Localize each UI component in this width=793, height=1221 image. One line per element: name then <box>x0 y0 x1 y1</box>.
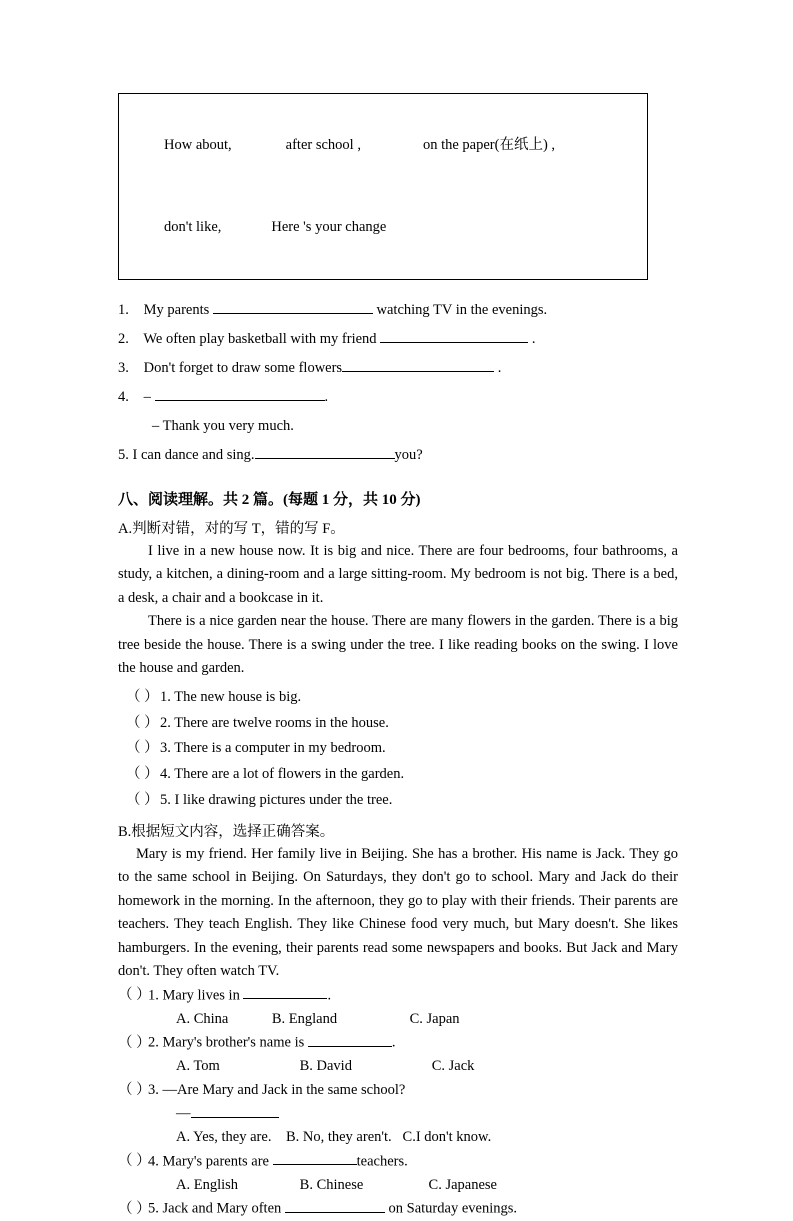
tf-question-text: 3. There is a computer in my bedroom. <box>160 740 386 757</box>
mc-question <box>118 1150 678 1197</box>
tf-question-text: 2. There are twelve rooms in the house. <box>160 714 389 731</box>
answer-paren[interactable]: （ ） <box>126 792 159 808</box>
mc-stem <box>118 984 678 1008</box>
mc-question <box>118 984 678 1031</box>
mc-options[interactable]: A. English B. Chinese C. Japanese <box>176 1176 497 1193</box>
tf-question-text: 4. There are a lot of flowers in the garden. <box>160 766 405 783</box>
word-bank-row-1 <box>135 104 633 187</box>
item-text-pre: We often play basketball with my friend <box>143 331 377 348</box>
answer-paren[interactable]: （ ） <box>118 1200 151 1217</box>
mc-stem-pre: 1. Mary lives in <box>148 987 240 1004</box>
item-text-post: . <box>324 389 329 406</box>
item-number: 3. <box>118 360 129 377</box>
fill-in-item <box>118 356 678 381</box>
fill-in-list <box>118 298 678 468</box>
mc-stem-pre: 5. Jack and Mary often <box>148 1200 282 1217</box>
document-content <box>118 93 678 1221</box>
part-a-question-list <box>118 685 678 814</box>
mc-stem <box>118 1031 678 1055</box>
part-b-passage: Mary is my friend. Her family live in Beijing. She has a brother. His name is Jack. They go to the same school in Beijing. On Saturdays, they don't go to school. Mary and Jack do their homework in the morning. In the afternoon, they go to play with their friends. Their parents are teachers. They teach English. They like Chinese food very much, but Mary doesn't. She likes hamburgers. In the evening, their parents read some newspapers and books. But Jack and Mary don't. They often watch TV. <box>118 845 678 980</box>
answer-paren[interactable]: （ ） <box>118 1081 151 1098</box>
mc-stem-pre: 3. —Are Mary and Jack in the same school? <box>148 1081 406 1098</box>
item-text-pre: My parents <box>143 302 210 319</box>
answer-blank[interactable] <box>255 443 395 459</box>
word-bank-box <box>118 93 648 280</box>
mc-question <box>118 1197 678 1221</box>
answer-blank[interactable] <box>213 299 373 315</box>
word-bank-phrase: on the paper(在纸上) , <box>422 136 556 153</box>
mc-stem <box>118 1197 678 1221</box>
answer-paren[interactable]: （ ） <box>126 766 159 783</box>
answer-blank[interactable] <box>243 984 327 1000</box>
part-b-question-list <box>118 984 678 1221</box>
fill-in-item <box>118 327 678 352</box>
part-a-paragraph-2: There is a nice garden near the house. There are many flowers in the garden. There is a big tree beside the house. There is a swing under the tree. I like reading books on the swing. I love the house and garden. <box>118 613 678 677</box>
tf-question <box>118 788 678 814</box>
tf-question <box>118 762 678 788</box>
mc-dash-text: — <box>176 1105 191 1122</box>
mc-options[interactable]: A. Tom B. David C. Jack <box>176 1058 475 1075</box>
answer-blank[interactable] <box>273 1150 357 1166</box>
mc-answer-dash-line <box>176 1102 678 1126</box>
item-number: 4. <box>118 389 129 406</box>
item-text-post: watching TV in the evenings. <box>376 302 548 319</box>
word-bank-row-2 <box>135 187 633 270</box>
item-text-pre: Don't forget to draw some flowers <box>143 360 343 377</box>
answer-paren[interactable]: （ ） <box>118 1153 151 1170</box>
item-text-pre: – <box>143 389 151 406</box>
answer-blank[interactable] <box>342 357 494 373</box>
answer-blank[interactable] <box>380 328 528 344</box>
item-text-post: you? <box>394 446 423 463</box>
mc-options[interactable]: A. Yes, they are. B. No, they aren't. C.I don't know. <box>176 1129 492 1146</box>
item-text-pre: I can dance and sing. <box>132 446 255 463</box>
mc-question <box>118 1079 678 1150</box>
tf-question <box>118 736 678 762</box>
mc-options[interactable]: A. China B. England C. Japan <box>176 1010 460 1027</box>
item-number: 5. <box>118 446 129 463</box>
fill-in-item-answer: – Thank you very much. <box>152 418 294 435</box>
mc-stem <box>118 1079 678 1102</box>
item-number: 1. <box>118 302 129 319</box>
item-number: 2. <box>118 331 129 348</box>
item-text-post: . <box>497 360 502 377</box>
answer-blank[interactable] <box>191 1102 279 1118</box>
mc-stem-post: on Saturday evenings. <box>388 1200 517 1217</box>
mc-stem-pre: 2. Mary's brother's name is <box>148 1034 305 1051</box>
mc-stem-pre: 4. Mary's parents are <box>148 1153 269 1170</box>
word-bank-phrase: How about, <box>164 136 232 153</box>
word-bank-phrase: after school , <box>285 136 361 153</box>
section-8-heading: 八、阅读理解。共 2 篇。(每题 1 分，共 10 分) <box>118 491 421 508</box>
mc-stem-post: . <box>391 1034 396 1051</box>
mc-stem <box>118 1150 678 1174</box>
tf-question <box>118 685 678 711</box>
part-b-instruction: B.根据短文内容，选择正确答案。 <box>118 823 335 840</box>
mc-stem-post: teachers. <box>356 1153 408 1170</box>
fill-in-item <box>118 298 678 323</box>
tf-question <box>118 711 678 737</box>
tf-question-text: 1. The new house is big. <box>160 688 302 705</box>
answer-blank[interactable] <box>155 386 325 402</box>
answer-paren[interactable]: （ ） <box>118 1034 151 1051</box>
answer-paren[interactable]: （ ） <box>126 688 159 705</box>
fill-in-item <box>118 443 678 468</box>
word-bank-phrase: Here 's your change <box>271 219 387 236</box>
answer-paren[interactable]: （ ） <box>126 714 159 731</box>
part-a-paragraph-1: I live in a new house now. It is big and nice. There are four bedrooms, four bathrooms, a study, a kitchen, a dining-room and a large sitting-room. My bedroom is not big. There is a bed, a desk, a chair and a bookcase in it. <box>118 542 678 606</box>
part-a-instruction: A.判断对错，对的写 T，错的写 F。 <box>118 520 345 537</box>
fill-in-item <box>118 385 678 410</box>
answer-blank[interactable] <box>308 1031 392 1047</box>
mc-stem-post: . <box>327 987 332 1004</box>
answer-blank[interactable] <box>285 1197 385 1213</box>
answer-paren[interactable]: （ ） <box>126 740 159 757</box>
item-text-post: . <box>531 331 536 348</box>
answer-paren[interactable]: （ ） <box>118 987 151 1004</box>
mc-question <box>118 1031 678 1078</box>
tf-question-text: 5. I like drawing pictures under the tree. <box>160 792 393 808</box>
word-bank-phrase: don't like, <box>164 219 222 236</box>
